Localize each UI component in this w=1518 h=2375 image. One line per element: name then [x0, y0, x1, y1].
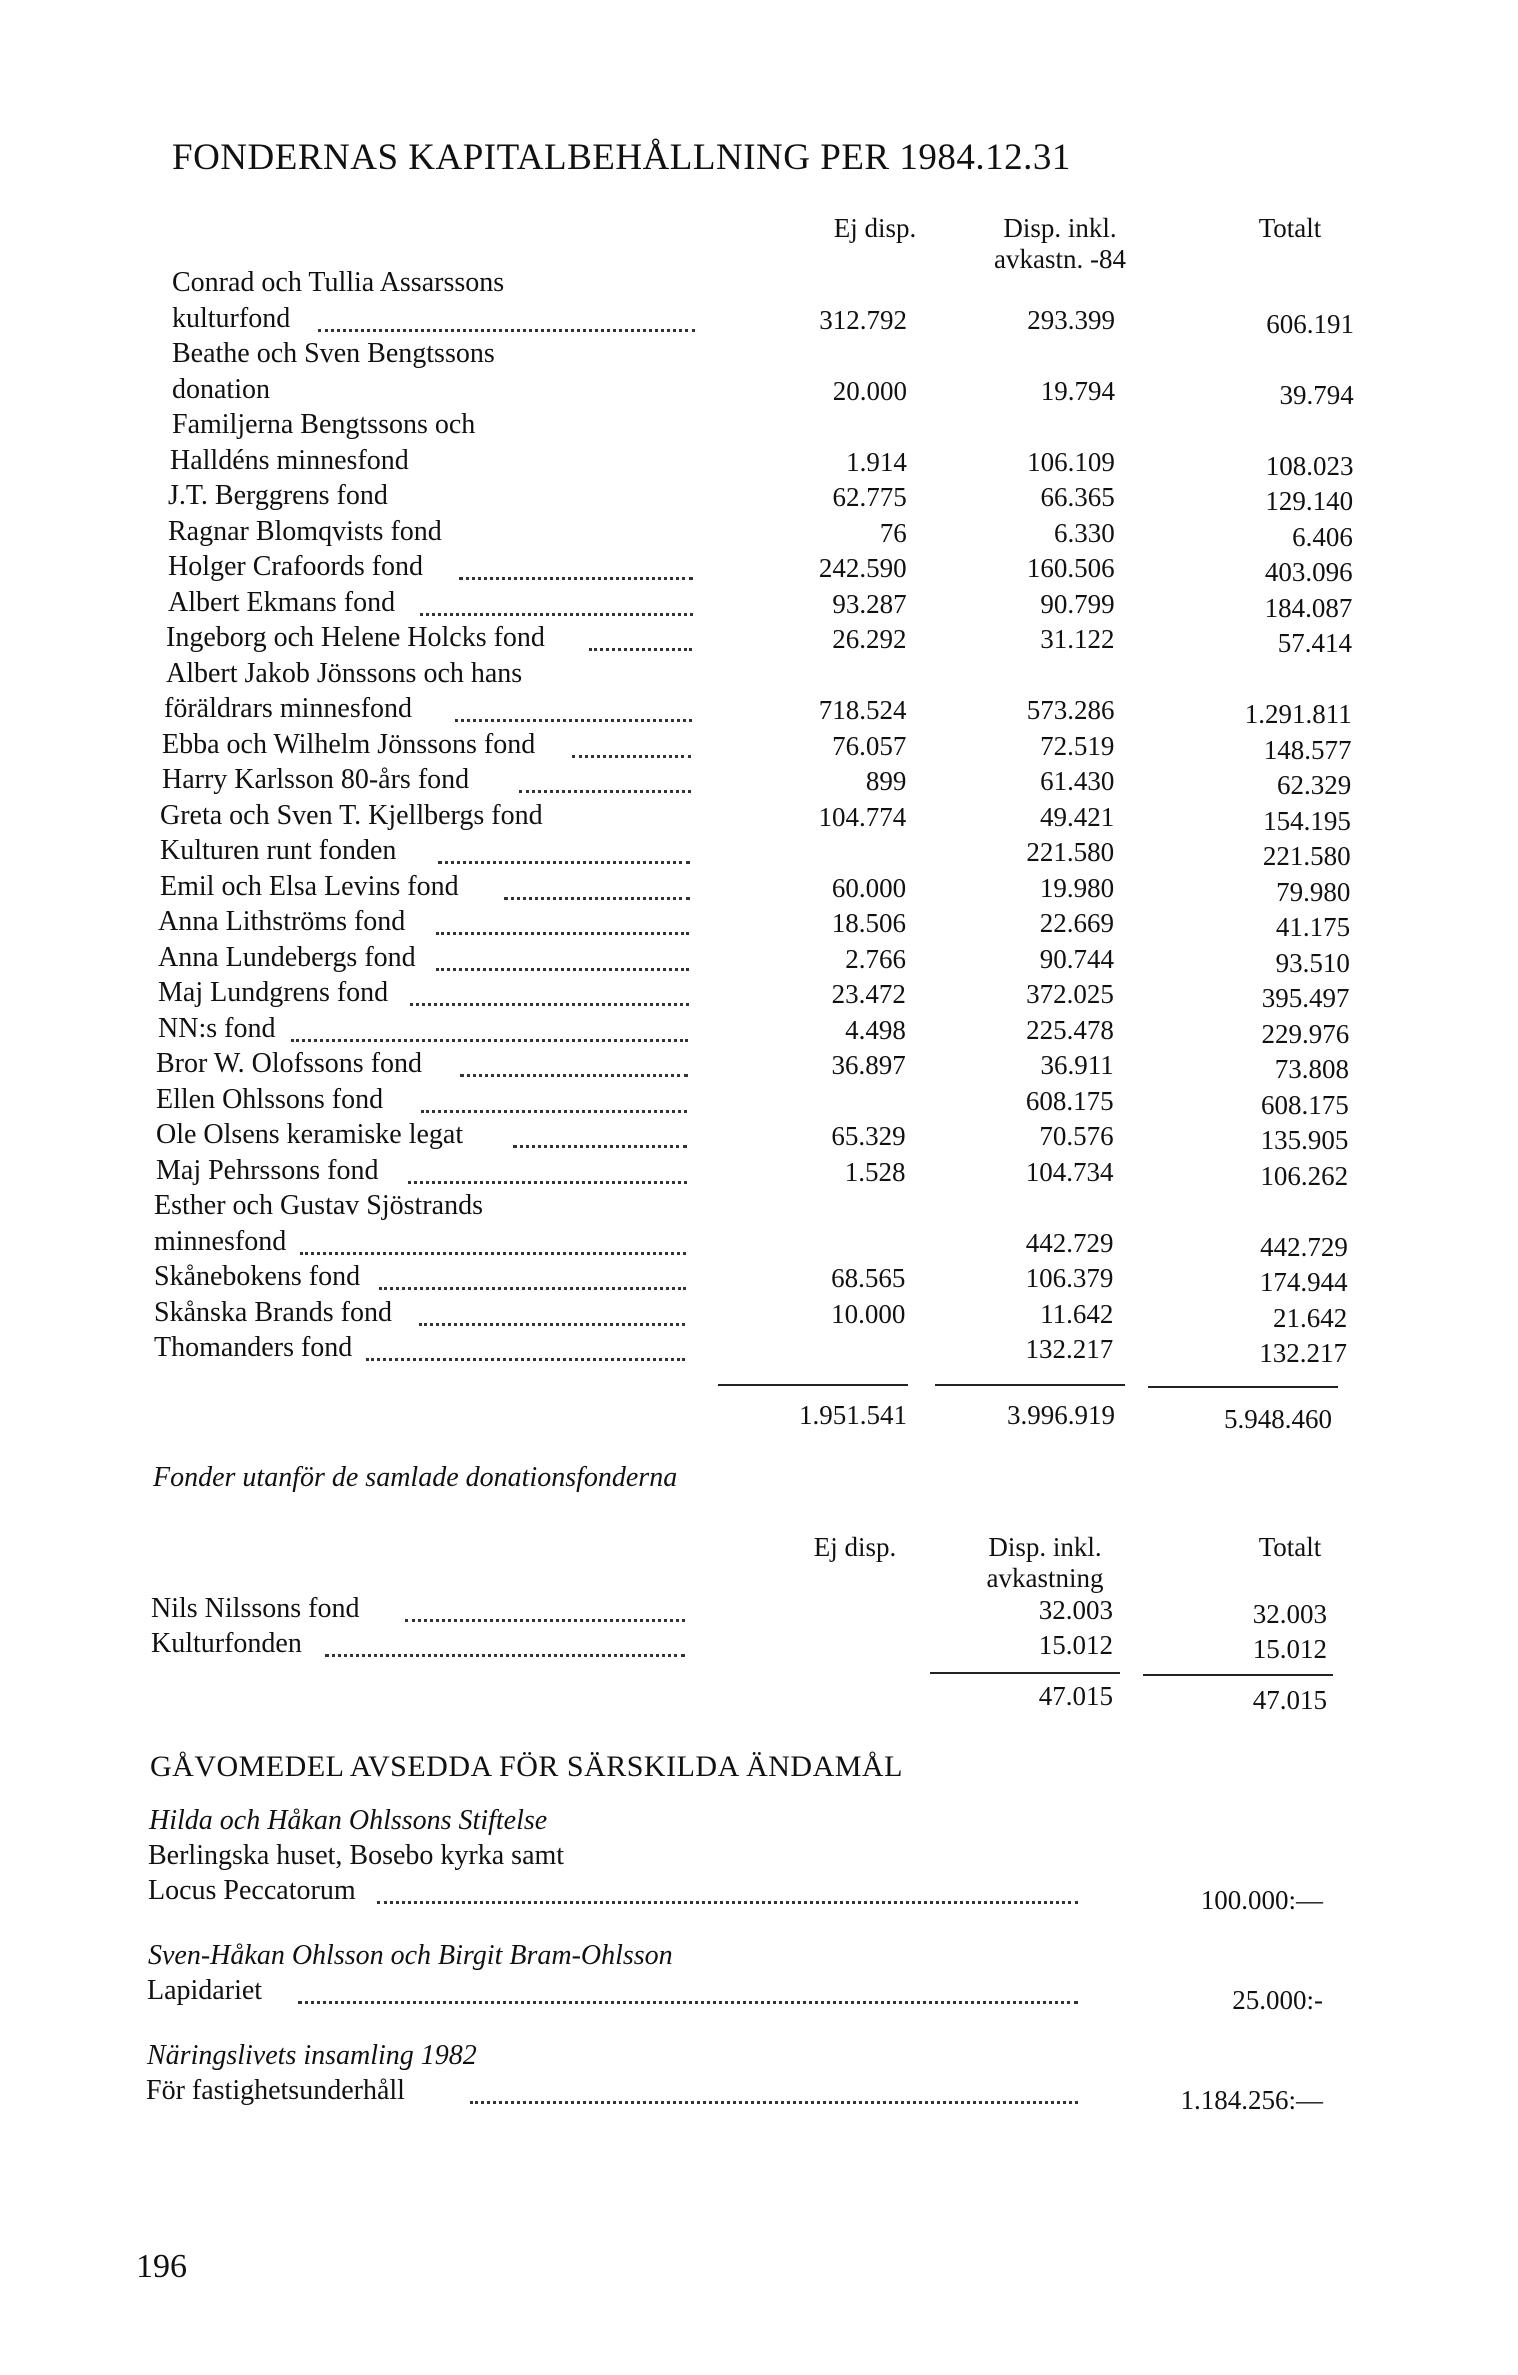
- outside-total-totalt: 47.015: [1252, 1685, 1327, 1715]
- cell-totalt: 129.140: [1265, 486, 1354, 516]
- fund-name: Skånebokens fond: [154, 1261, 361, 1292]
- cell-ej-disp: 4.498: [845, 1014, 906, 1045]
- dot-leader: [419, 1323, 686, 1326]
- cell-totalt: 221.580: [1262, 841, 1351, 871]
- cell-ej-disp: 68.565: [831, 1263, 906, 1293]
- header-totalt: Totalt: [1258, 213, 1322, 243]
- cell-ej-disp: 2.766: [845, 943, 906, 974]
- dot-leader: [436, 932, 689, 935]
- dot-leader: [470, 2101, 1078, 2104]
- gift-donor: Sven-Håkan Ohlsson och Birgit Bram-Ohlsson: [148, 1940, 673, 1971]
- cell-disp: 372.025: [1026, 979, 1114, 1009]
- cell-totalt: 106.262: [1260, 1160, 1349, 1191]
- fund-name: Ole Olsens keramiske legat: [156, 1119, 464, 1150]
- fund-name-line: Familjerna Bengtssons och: [172, 409, 476, 440]
- dot-leader: [408, 1181, 687, 1184]
- cell-totalt: 184.087: [1264, 592, 1353, 623]
- cell-disp: 70.576: [1039, 1121, 1114, 1151]
- fund-name: minnesfond: [154, 1225, 287, 1257]
- fund-name: NN:s fond: [158, 1012, 276, 1044]
- cell-disp: 221.580: [1026, 837, 1115, 867]
- gift-purpose: För fastighetsunderhåll: [146, 2075, 405, 2106]
- header-disp-line2: avkastn. -84: [994, 244, 1126, 274]
- outside-total-disp: 47.015: [1038, 1681, 1113, 1711]
- outside-header-disp-inkl: [965, 1532, 1125, 1594]
- dot-leader: [291, 1039, 688, 1042]
- cell-totalt: 148.577: [1263, 734, 1352, 765]
- fund-name: Maj Pehrssons fond: [156, 1154, 379, 1186]
- dot-leader: [318, 329, 695, 332]
- fund-name: Albert Ekmans fond: [168, 586, 396, 618]
- total-totalt: 5.948.460: [1224, 1404, 1332, 1434]
- dot-leader: [460, 1074, 687, 1077]
- outside-fund-name: Kulturfonden: [151, 1628, 302, 1659]
- gifts-heading: GÅVOMEDEL AVSEDDA FÖR SÄRSKILDA ÄNDAMÅL: [150, 1750, 903, 1783]
- cell-totalt: 79.980: [1276, 876, 1351, 907]
- outside-rule-total: [1143, 1674, 1333, 1676]
- fund-name: Ragnar Blomqvists fond: [168, 515, 442, 547]
- cell-totalt: 606.191: [1266, 308, 1354, 339]
- gift-donor: Hilda och Håkan Ohlssons Stiftelse: [149, 1805, 548, 1836]
- dot-leader: [421, 1110, 688, 1113]
- cell-ej-disp: 104.774: [818, 801, 907, 832]
- cell-totalt: 135.905: [1260, 1125, 1349, 1155]
- fund-name-line: Beathe och Sven Bengtssons: [172, 338, 495, 369]
- page-number: 196: [136, 2248, 187, 2285]
- cell-ej-disp: 93.287: [832, 588, 907, 619]
- dot-leader: [379, 1287, 686, 1290]
- fund-name: föräldrars minnesfond: [164, 693, 413, 724]
- outside-fund-name: Nils Nilssons fond: [151, 1593, 360, 1624]
- dot-leader: [459, 577, 693, 580]
- fund-name-line: Albert Jakob Jönssons och hans: [166, 657, 523, 689]
- header-disp-line1: Disp. inkl.: [1003, 213, 1117, 243]
- fund-name: Ellen Ohlssons fond: [156, 1083, 384, 1115]
- cell-totalt: 6.406: [1292, 521, 1353, 552]
- cell-totalt: 442.729: [1260, 1231, 1348, 1262]
- cell-disp: 225.478: [1026, 1014, 1114, 1045]
- fund-name: Halldéns minnesfond: [170, 444, 409, 476]
- cell-totalt: 132.217: [1259, 1338, 1347, 1368]
- cell-disp: 36.911: [1040, 1050, 1114, 1080]
- cell-ej-disp: 718.524: [818, 695, 907, 725]
- outside-header-disp-line1: Disp. inkl.: [988, 1532, 1102, 1562]
- cell-totalt: 21.642: [1273, 1302, 1348, 1333]
- cell-disp: 19.980: [1039, 872, 1115, 903]
- cell-totalt: 62.329: [1276, 770, 1352, 800]
- dot-leader: [420, 613, 693, 616]
- gift-amount: 100.000:—: [1200, 1885, 1323, 1915]
- cell-ej-disp: 65.329: [831, 1121, 906, 1151]
- fund-name: Ebba och Wilhelm Jönssons fond: [162, 728, 536, 760]
- gift-purpose: Locus Peccatorum: [148, 1875, 356, 1906]
- gift-amount: 25.000:-: [1232, 1985, 1323, 2015]
- cell-disp: 66.365: [1040, 482, 1115, 512]
- fund-name: Holger Crafoords fond: [168, 551, 424, 582]
- dot-leader: [438, 861, 690, 864]
- dot-leader: [300, 1252, 686, 1255]
- cell-totalt: 73.808: [1274, 1054, 1349, 1084]
- outside-rule-disp: [930, 1672, 1120, 1674]
- cell-disp: 19.794: [1040, 375, 1115, 406]
- total-disp: 3.996.919: [1007, 1400, 1115, 1430]
- cell-totalt: 229.976: [1261, 1018, 1350, 1049]
- fund-name: Ingeborg och Helene Holcks fond: [166, 622, 545, 653]
- cell-totalt: 57.414: [1277, 628, 1353, 658]
- fund-name: Greta och Sven T. Kjellbergs fond: [160, 799, 543, 831]
- cell-totalt: 39.794: [1279, 379, 1354, 410]
- outside-cell-disp: 32.003: [1038, 1595, 1113, 1625]
- cell-totalt: 93.510: [1275, 947, 1350, 978]
- header-ej-disp: Ej disp.: [833, 213, 917, 243]
- cell-disp: 72.519: [1040, 730, 1115, 761]
- total-rule-disp: [935, 1384, 1125, 1386]
- cell-ej-disp: 26.292: [832, 624, 907, 654]
- dot-leader: [519, 790, 691, 793]
- cell-ej-disp: 20.000: [832, 375, 907, 406]
- fund-name: donation: [172, 373, 270, 405]
- cell-disp: 442.729: [1025, 1227, 1114, 1258]
- cell-ej-disp: 23.472: [831, 979, 906, 1009]
- cell-totalt: 395.497: [1261, 983, 1350, 1013]
- cell-disp: 6.330: [1053, 517, 1115, 548]
- cell-disp: 22.669: [1039, 908, 1115, 938]
- cell-ej-disp: 10.000: [831, 1298, 906, 1329]
- cell-disp: 61.430: [1040, 766, 1115, 796]
- cell-totalt: 41.175: [1275, 912, 1351, 942]
- total-rule-total: [1148, 1386, 1338, 1388]
- outside-header-totalt: Totalt: [1258, 1532, 1322, 1562]
- outside-cell-totalt: 32.003: [1252, 1599, 1327, 1629]
- cell-ej-disp: 76: [879, 517, 907, 548]
- cell-disp: 90.744: [1039, 943, 1114, 974]
- cell-disp: 104.734: [1025, 1156, 1114, 1187]
- cell-totalt: 108.023: [1265, 450, 1354, 481]
- fund-name-line: Conrad och Tullia Assarssons: [172, 267, 505, 298]
- gift-donor: Näringslivets insamling 1982: [147, 2040, 477, 2071]
- outside-header-ej-disp: Ej disp.: [813, 1532, 897, 1562]
- cell-totalt: 1.291.811: [1244, 699, 1352, 729]
- cell-totalt: 403.096: [1264, 557, 1353, 587]
- cell-disp: 106.379: [1025, 1263, 1114, 1293]
- gift-amount: 1.184.256:—: [1180, 2085, 1323, 2115]
- header-disp-inkl: [975, 213, 1145, 275]
- gift-purpose: Berlingska huset, Bosebo kyrka samt: [148, 1840, 565, 1871]
- cell-ej-disp: 1.528: [844, 1156, 906, 1187]
- fund-name: Kulturen runt fonden: [160, 835, 397, 866]
- cell-ej-disp: 76.057: [832, 730, 907, 761]
- cell-ej-disp: 242.590: [818, 553, 907, 583]
- cell-totalt: 174.944: [1259, 1267, 1348, 1297]
- outside-header-disp-line2: avkastning: [986, 1563, 1104, 1593]
- cell-disp: 293.399: [1027, 304, 1115, 335]
- cell-disp: 49.421: [1039, 801, 1115, 832]
- cell-disp: 608.175: [1025, 1085, 1114, 1116]
- dot-leader: [325, 1654, 685, 1657]
- dot-leader: [589, 648, 692, 651]
- cell-ej-disp: 312.792: [819, 304, 907, 335]
- outside-heading: Fonder utanför de samlade donationsfonderna: [153, 1462, 678, 1493]
- outside-cell-disp: 15.012: [1038, 1630, 1113, 1660]
- cell-ej-disp: 1.914: [846, 446, 907, 477]
- fund-name: Skånska Brands fond: [154, 1296, 392, 1328]
- cell-disp: 573.286: [1026, 695, 1115, 725]
- dot-leader: [504, 897, 690, 900]
- cell-disp: 11.642: [1040, 1298, 1114, 1329]
- cell-totalt: 154.195: [1263, 805, 1351, 836]
- cell-disp: 90.799: [1040, 588, 1115, 619]
- cell-disp: 31.122: [1040, 624, 1115, 654]
- dot-leader: [405, 1619, 685, 1622]
- total-ej-disp: 1.951.541: [799, 1400, 907, 1430]
- dot-leader: [513, 1145, 687, 1148]
- dot-leader: [410, 1003, 689, 1006]
- fund-name-line: Esther och Gustav Sjöstrands: [154, 1190, 483, 1221]
- dot-leader: [298, 2001, 1078, 2004]
- cell-disp: 160.506: [1026, 553, 1115, 583]
- dot-leader: [572, 755, 691, 758]
- dot-leader: [436, 968, 689, 971]
- dot-leader: [455, 719, 692, 722]
- cell-ej-disp: 60.000: [831, 872, 907, 903]
- fund-name: Thomanders fond: [154, 1332, 353, 1363]
- fund-name: Bror W. Olofssons fond: [156, 1048, 423, 1079]
- fund-name: Emil och Elsa Levins fond: [160, 870, 459, 902]
- dot-leader: [377, 1901, 1078, 1904]
- cell-totalt: 608.175: [1260, 1089, 1349, 1120]
- fund-name: kulturfond: [172, 302, 291, 334]
- cell-disp: 132.217: [1025, 1334, 1114, 1364]
- cell-ej-disp: 899: [865, 766, 907, 796]
- fund-name: J.T. Berggrens fond: [168, 480, 388, 511]
- page-title: FONDERNAS KAPITALBEHÅLLNING PER 1984.12.31: [172, 137, 1071, 178]
- outside-cell-totalt: 15.012: [1252, 1634, 1327, 1664]
- cell-ej-disp: 36.897: [831, 1050, 906, 1080]
- fund-name: Maj Lundgrens fond: [158, 977, 389, 1008]
- total-rule-ej: [718, 1384, 908, 1386]
- cell-ej-disp: 62.775: [832, 482, 907, 512]
- fund-name: Anna Lundebergs fond: [158, 941, 416, 973]
- cell-disp: 106.109: [1027, 446, 1115, 477]
- cell-ej-disp: 18.506: [831, 908, 907, 938]
- fund-name: Anna Lithströms fond: [158, 906, 406, 937]
- fund-name: Harry Karlsson 80-års fond: [162, 764, 470, 795]
- dot-leader: [366, 1358, 685, 1361]
- gift-purpose: Lapidariet: [147, 1975, 263, 2006]
